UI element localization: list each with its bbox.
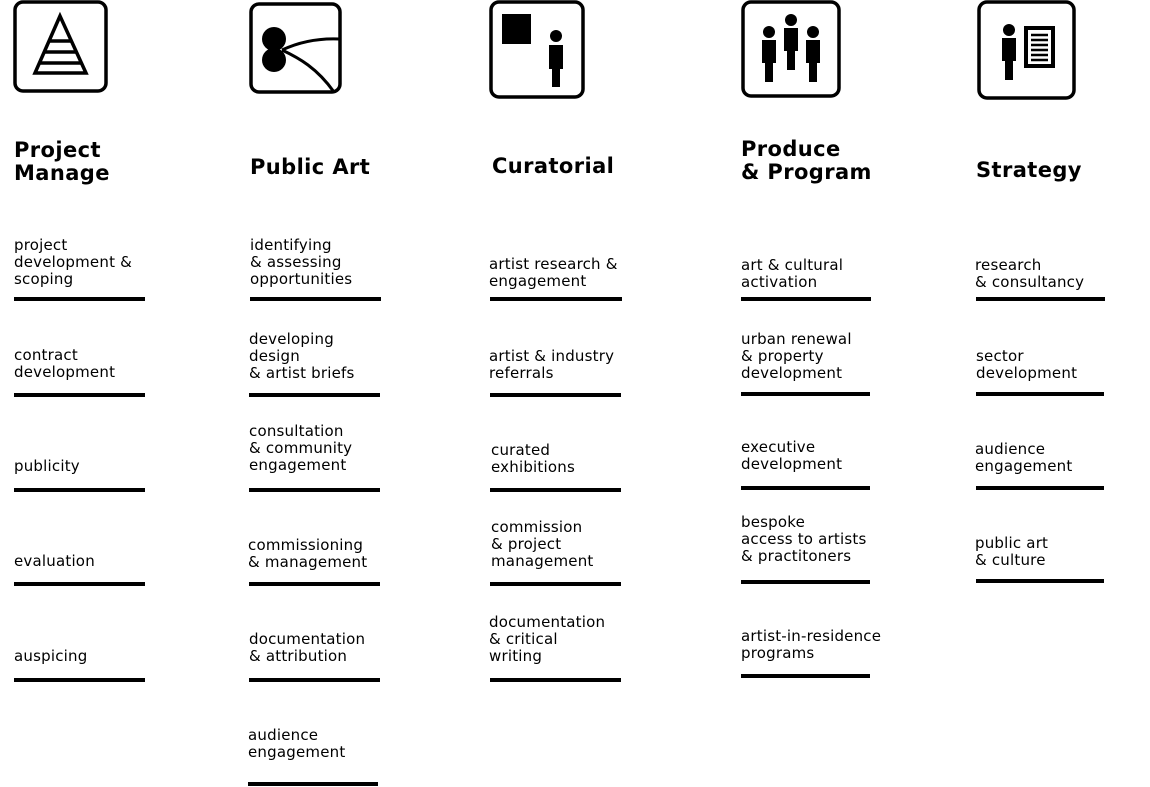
divider <box>490 393 621 397</box>
column-title-project-manage: Project Manage <box>14 138 110 185</box>
list-item: auspicing <box>14 647 88 665</box>
person-document-icon <box>977 0 1076 100</box>
column-title-produce-program: Produce & Program <box>741 137 872 184</box>
list-item: audience engagement <box>975 440 1073 475</box>
divider <box>976 392 1104 396</box>
column-title-strategy: Strategy <box>976 158 1082 182</box>
list-item: evaluation <box>14 552 95 570</box>
list-item: artist-in-residence programs <box>741 627 882 662</box>
list-item: public art & culture <box>975 534 1049 569</box>
list-item: project development & scoping <box>14 236 133 288</box>
list-item: artist & industry referrals <box>489 347 615 382</box>
people-group-icon <box>741 0 841 98</box>
divider <box>249 582 380 586</box>
list-item: developing design & artist briefs <box>249 330 355 382</box>
divider <box>741 392 870 396</box>
divider <box>248 782 378 786</box>
divider <box>250 297 381 301</box>
divider <box>249 488 380 492</box>
pyramid-icon <box>13 0 108 93</box>
list-item: sector development <box>976 347 1078 382</box>
divider <box>976 486 1104 490</box>
list-item: commission & project management <box>491 518 594 570</box>
list-item: publicity <box>14 457 80 475</box>
divider <box>14 678 145 682</box>
list-item: documentation & attribution <box>249 630 366 665</box>
list-item: documentation & critical writing <box>489 613 606 665</box>
divider <box>741 297 871 301</box>
list-item: urban renewal & property development <box>741 330 852 382</box>
column-title-curatorial: Curatorial <box>492 154 615 178</box>
divider <box>741 486 870 490</box>
column-title-public-art: Public Art <box>250 155 371 179</box>
divider <box>490 297 622 301</box>
list-item: consultation & community engagement <box>249 422 353 474</box>
divider <box>14 393 145 397</box>
list-item: art & cultural activation <box>741 256 844 291</box>
divider <box>741 674 870 678</box>
list-item: contract development <box>14 346 116 381</box>
list-item: curated exhibitions <box>491 441 575 476</box>
divider <box>976 297 1105 301</box>
divider <box>14 582 145 586</box>
list-item: bespoke access to artists & practitoners <box>741 513 867 565</box>
divider <box>249 678 380 682</box>
list-item: artist research & engagement <box>489 255 618 290</box>
list-item: research & consultancy <box>975 256 1085 291</box>
divider <box>741 580 870 584</box>
divider <box>249 393 380 397</box>
list-item: commissioning & management <box>248 536 368 571</box>
divider <box>490 582 621 586</box>
divider <box>490 678 621 682</box>
divider <box>490 488 621 492</box>
divider <box>976 579 1104 583</box>
divider <box>14 488 145 492</box>
public-art-icon <box>249 2 342 94</box>
divider <box>14 297 145 301</box>
list-item: identifying & assessing opportunities <box>250 236 353 288</box>
list-item: executive development <box>741 438 843 473</box>
list-item: audience engagement <box>248 726 346 761</box>
curator-icon <box>489 0 585 99</box>
